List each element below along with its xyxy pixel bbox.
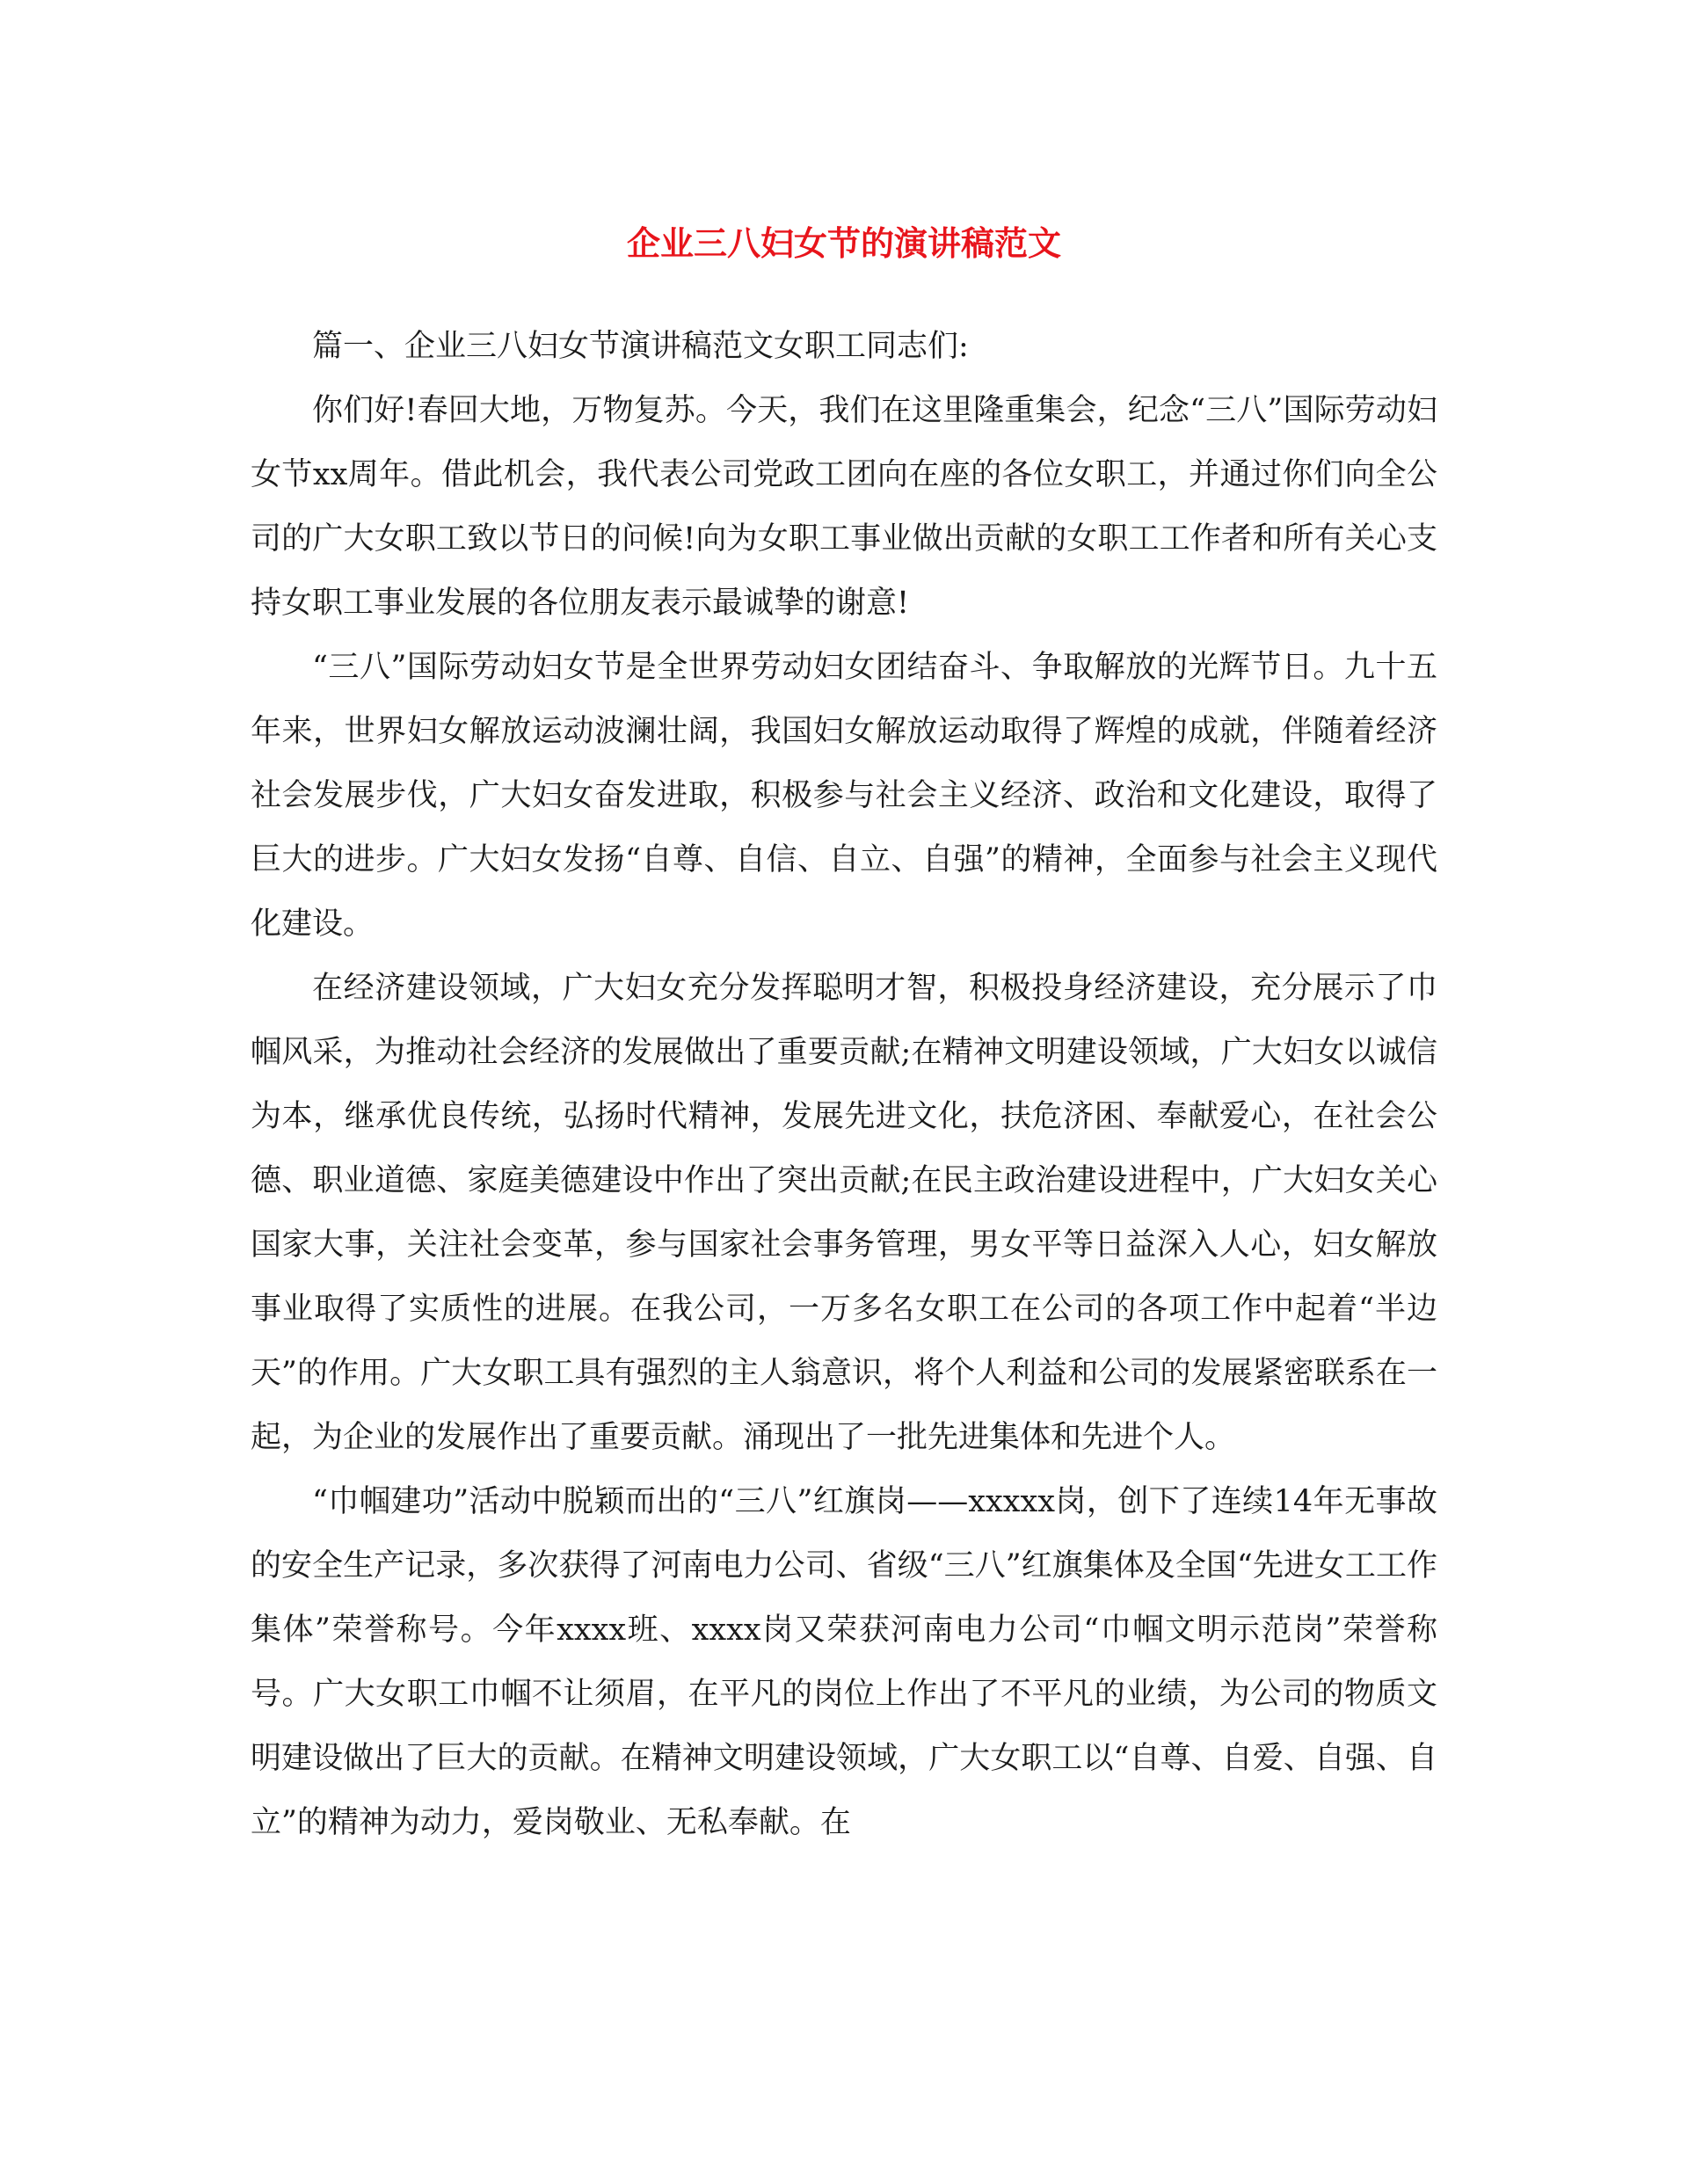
paragraph: 在经济建设领域，广大妇女充分发挥聪明才智，积极投身经济建设，充分展示了巾帼风采，为推动社会经济的发展做出了重要贡献;在精神文明建设领域，广大妇女以诚信为本，继承优良传统，弘扬时代精神，发展先进文化，扶危济困、奉献爱心，在社会公德、职业道德、家庭美德建设中作出了突出贡献;在民主政治建设进程中，广大妇女关心国家大事，关注社会变革，参与国家社会事务管理，男女平等日益深入人心，妇女解放事业取得了实质性的进展。在我公司，一万多名女职工在公司的各项工作中起着“半边天”的作用。广大女职工具有强烈的主人翁意识，将个人利益和公司的发展紧密联系在一起，为企业的发展作出了重要贡献。涌现出了一批先进集体和先进个人。	[251, 971, 1437, 1455]
paragraph: 你们好!春回大地，万物复苏。今天，我们在这里隆重集会，纪念“三八”国际劳动妇女节xx周年。借此机会，我代表公司党政工团向在座的各位女职工，并通过你们向全公司的广大女职工致以节日的问候!向为女职工事业做出贡献的女职工工作者和所有关心支持女职工事业发展的各位朋友表示最诚挚的谢意!	[251, 393, 1437, 621]
document-body	[251, 315, 1437, 1855]
document-title: 企业三八妇女节的演讲稿范文	[626, 223, 1061, 263]
paragraph: 篇一、企业三八妇女节演讲稿范文女职工同志们:	[312, 329, 969, 364]
paragraph: “巾帼建功”活动中脱颖而出的“三八”红旗岗——xxxxx岗，创下了连续14年无事故的安全生产记录，多次获得了河南电力公司、省级“三八”红旗集体及全国“先进女工工作集体”荣誉称号。今年xxxx班、xxxx岗又荣获河南电力公司“巾帼文明示范岗”荣誉称号。广大女职工巾帼不让须眉，在平凡的岗位上作出了不平凡的业绩，为公司的物质文明建设做出了巨大的贡献。在精神文明建设领域，广大女职工以“自尊、自爱、自强、自立”的精神为动力，爱岗敬业、无私奉献。在	[251, 1484, 1437, 1840]
paragraph: “三八”国际劳动妇女节是全世界劳动妇女团结奋斗、争取解放的光辉节日。九十五年来，世界妇女解放运动波澜壮阔，我国妇女解放运动取得了辉煌的成就，伴随着经济社会发展步伐，广大妇女奋发进取，积极参与社会主义经济、政治和文化建设，取得了巨大的进步。广大妇女发扬“自尊、自信、自立、自强”的精神，全面参与社会主义现代化建设。	[251, 650, 1437, 942]
